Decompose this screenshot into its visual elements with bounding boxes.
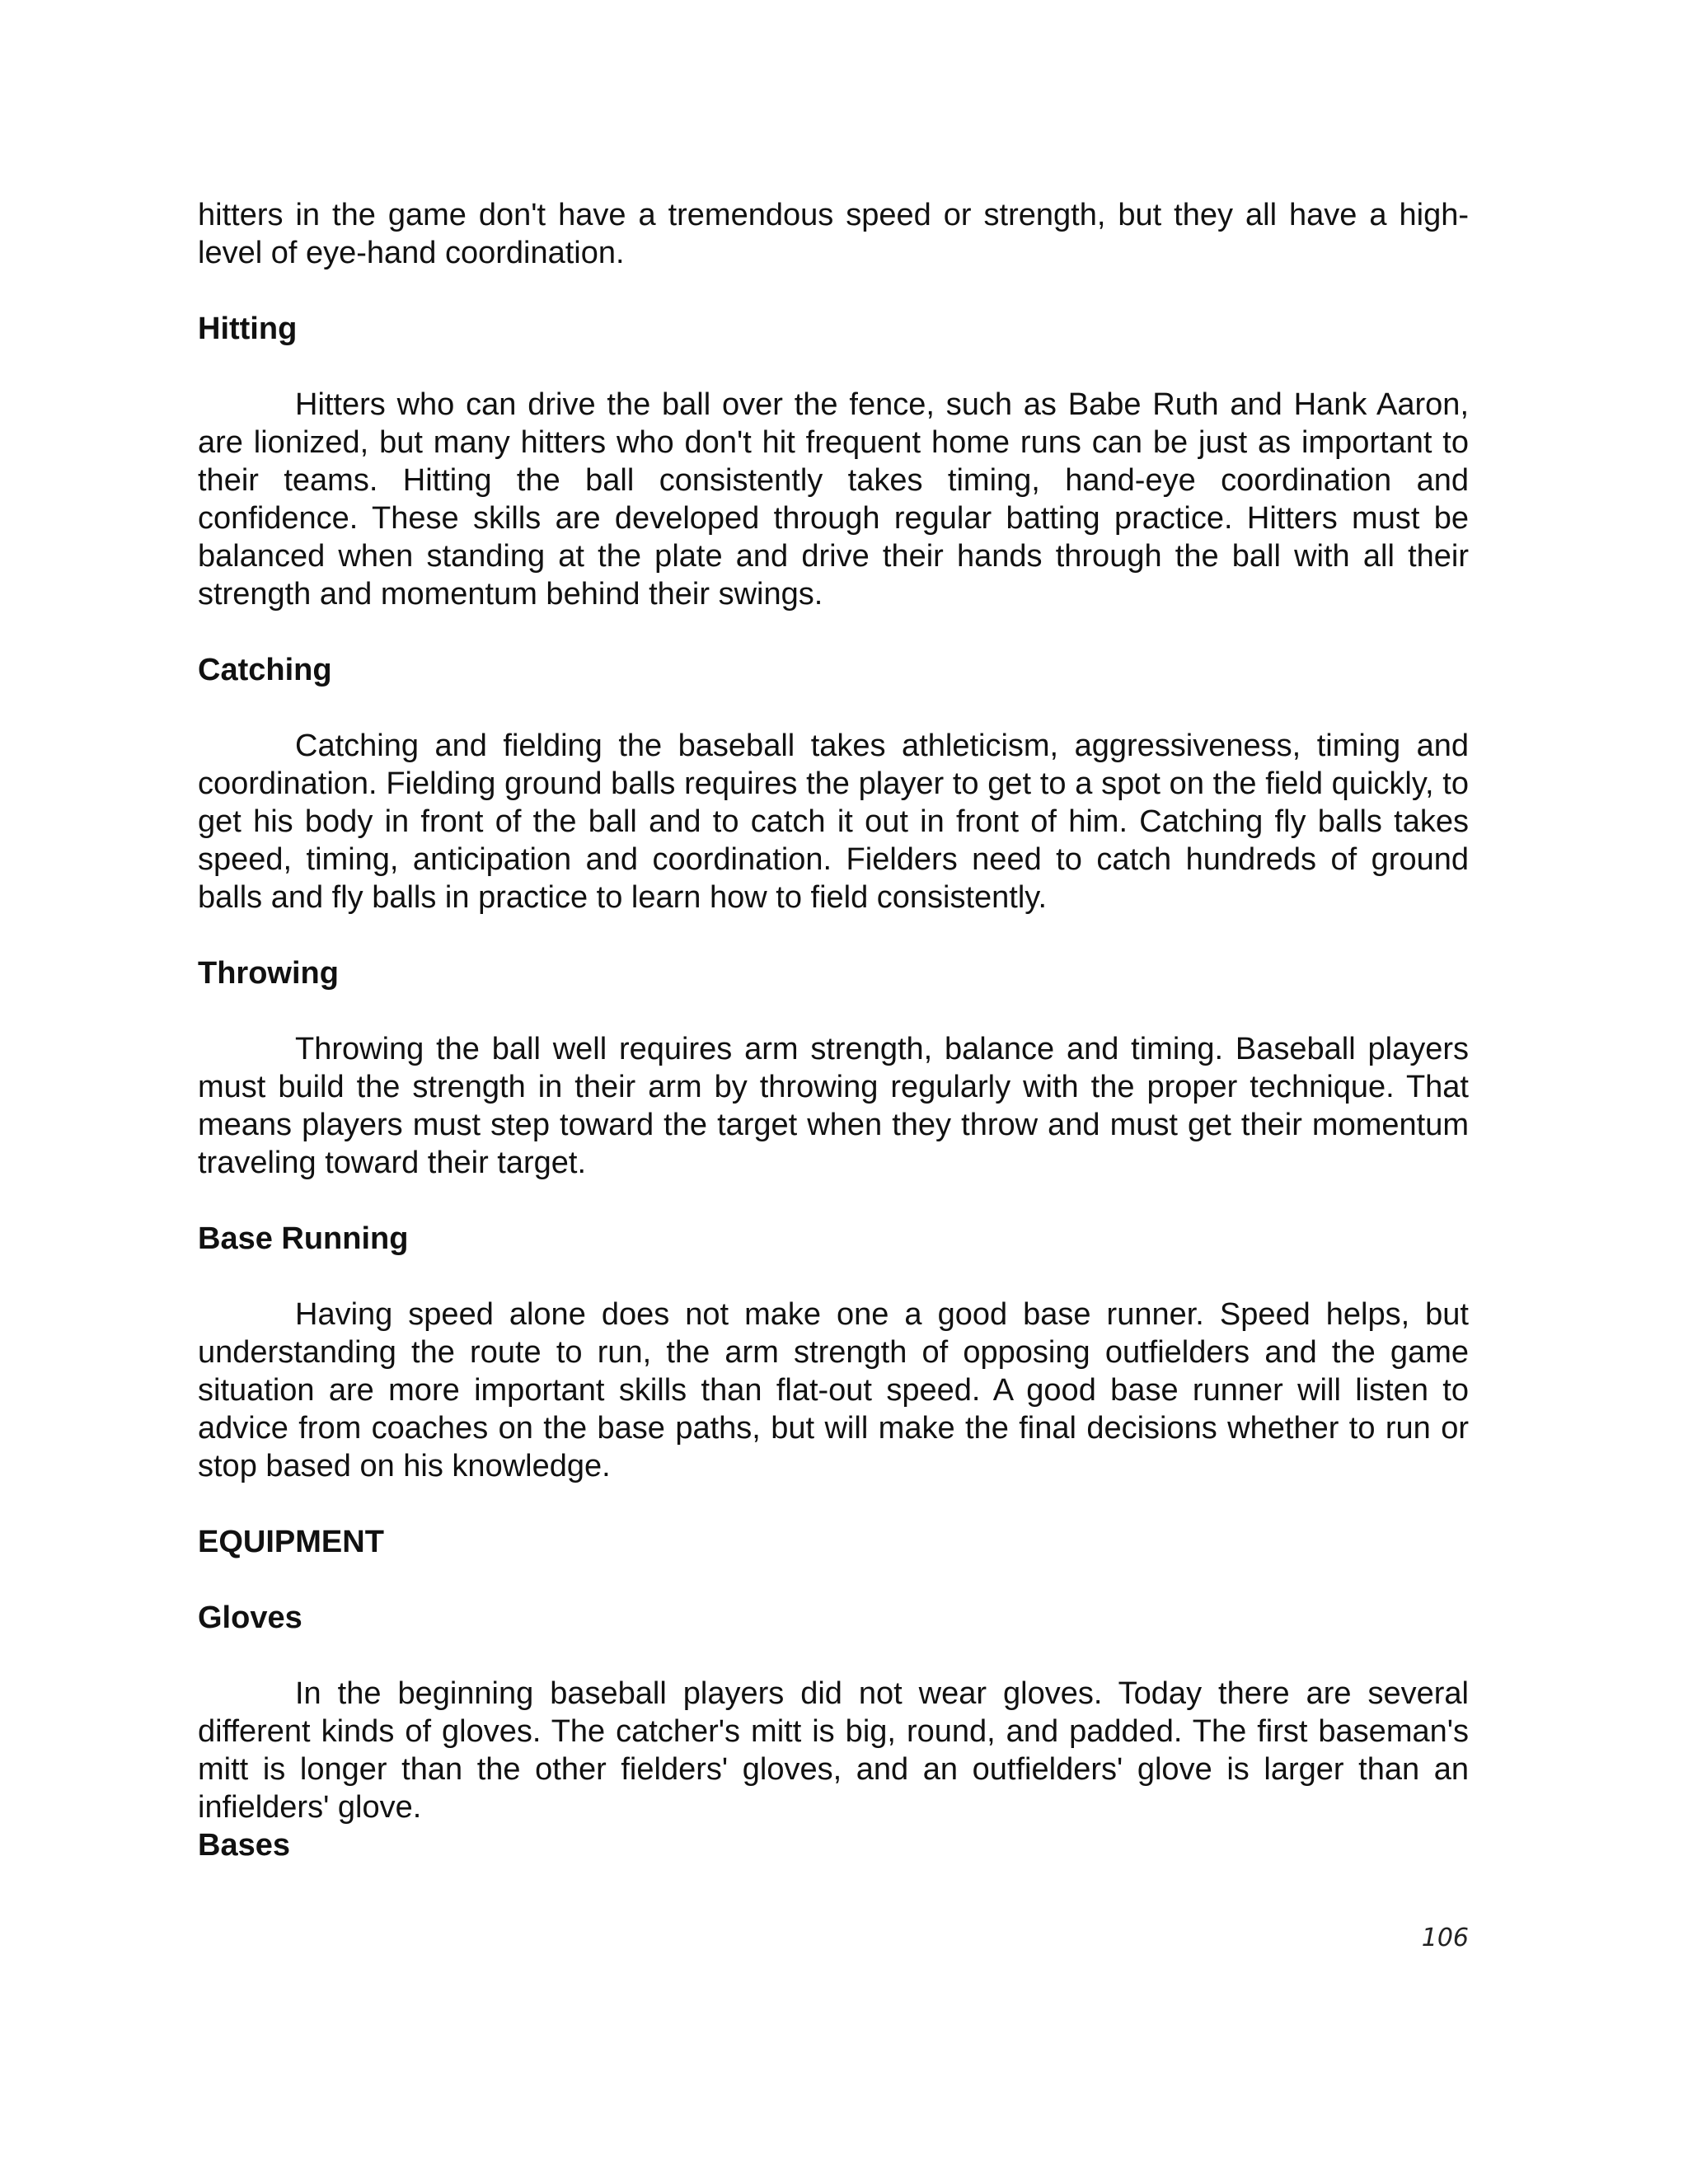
spacer [198, 916, 1469, 954]
intro-paragraph-continuation: hitters in the game don't have a tremendous speed or strength, but they all have a high-level of eye-hand coordination. [198, 198, 1469, 270]
spacer [198, 348, 1469, 386]
paragraph-gloves: In the beginning baseball players did not wear gloves. Today there are several different kinds of gloves. The catcher's mitt is big, round, and padded. The first baseman's mitt is longer than the other fielders' gloves, and an outfielders' glove is larger than an infielders' glove. [198, 1676, 1469, 1825]
paragraph-base-running: Having speed alone does not make one a good base runner. Speed helps, but understanding the route to run, the arm strength of opposing outfielders and the game situation are more important skills than flat-out speed. A good base runner will listen to advice from coaches on the base paths, but will make the final decisions whether to run or stop based on his knowledge. [198, 1297, 1469, 1483]
heading-throwing: Throwing [198, 956, 339, 991]
paragraph-throwing: Throwing the ball well requires arm strength, balance and timing. Baseball players must build the strength in their arm by throwing regularly with the proper technique. That means players must step toward the target when they throw and must get their momentum traveling toward their target. [198, 1032, 1469, 1180]
spacer [198, 613, 1469, 651]
spacer [198, 1182, 1469, 1220]
spacer [198, 1637, 1469, 1675]
spacer [198, 1485, 1469, 1523]
heading-bases: Bases [198, 1828, 290, 1863]
page-number: 106 [1421, 1924, 1469, 1952]
spacer [198, 1561, 1469, 1599]
spacer [198, 992, 1469, 1030]
paragraph-catching: Catching and fielding the baseball takes athleticism, aggressiveness, timing and coordination. Fielding ground balls requires the player to get to a spot on the field quickly, to get his body in front of the ball and to catch it out in front of him. Catching fly balls takes speed, timing, anticipation and coordination. Fielders need to catch hundreds of ground balls and fly balls in practice to learn how to field consistently. [198, 729, 1469, 915]
spacer [198, 272, 1469, 310]
heading-equipment: EQUIPMENT [198, 1525, 384, 1559]
heading-base-running: Base Running [198, 1221, 409, 1256]
page-content [198, 196, 1469, 1864]
paragraph-hitting: Hitters who can drive the ball over the fence, such as Babe Ruth and Hank Aaron, are lionized, but many hitters who don't hit frequent home runs can be just as important to their teams. Hitting the ball consistently takes timing, hand-eye coordination and confidence. These skills are developed through regular batting practice. Hitters must be balanced when standing at the plate and drive their hands through the ball with all their strength and momentum behind their swings. [198, 387, 1469, 612]
heading-gloves: Gloves [198, 1601, 302, 1635]
spacer [198, 1258, 1469, 1296]
heading-catching: Catching [198, 653, 332, 687]
heading-hitting: Hitting [198, 312, 298, 346]
spacer [198, 689, 1469, 727]
